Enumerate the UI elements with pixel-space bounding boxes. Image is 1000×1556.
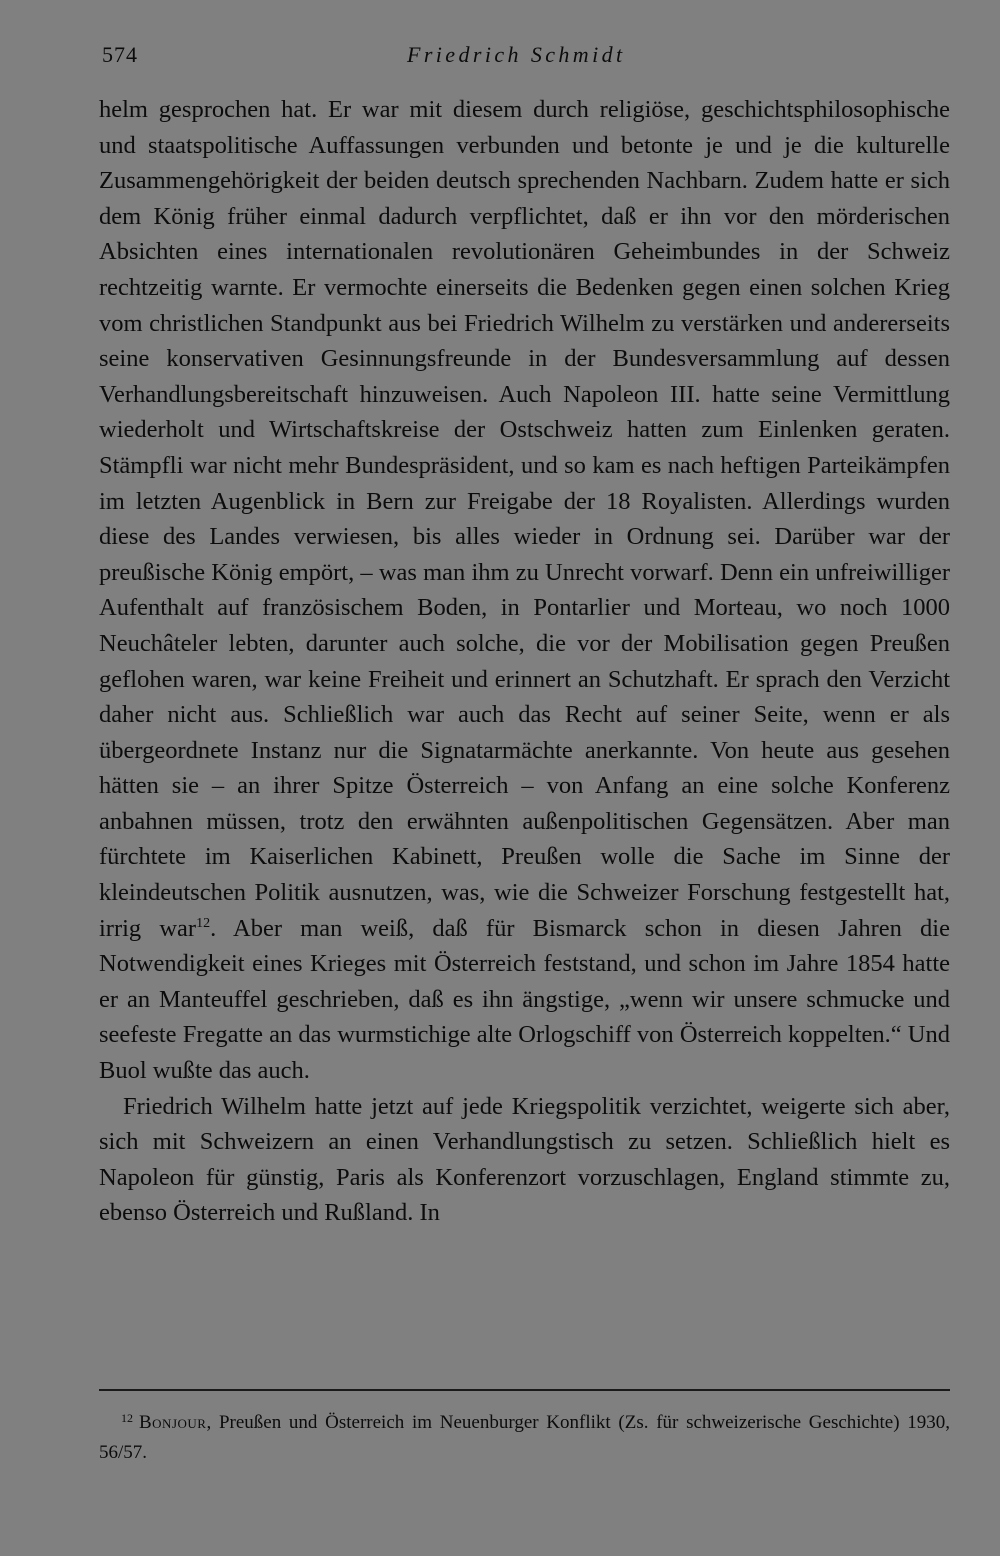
footnote-text: , Preußen und Österreich im Neuenburger Konflikt (Zs. für schweizerische Geschichte) 1930, 56/57. xyxy=(99,1412,950,1463)
footnote-reference: 12 xyxy=(196,915,211,931)
footnote-number: 12 xyxy=(121,1411,133,1425)
paragraph-1 xyxy=(99,92,950,1089)
running-title: Friedrich Schmidt xyxy=(407,42,626,67)
footnote-author: Bonjour xyxy=(139,1412,207,1433)
paragraph-1-part-1: helm gesprochen hat. Er war mit diesem durch religiöse, geschichtsphilosophische und staatspolitische Auffassungen verbunden und betonte je und je die kulturelle Zusammengehörigkeit der beiden deutsch sprechenden Nachbarn. Zudem hatte er sich dem König früher einmal dadurch verpflichtet, daß er ihn vor den mörderischen Absichten eines internationalen revolutionären Geheimbundes in der Schweiz rechtzeitig warnte. Er vermochte einerseits die Bedenken gegen einen solchen Krieg vom christlichen Standpunkt aus bei Friedrich Wilhelm zu verstärken und andererseits seine konservativen Gesinnungsfreunde in der Bundesversammlung auf dessen Verhandlungsbereitschaft hinzuweisen. Auch Napoleon III. hatte seine Vermittlung wiederholt und Wirtschaftskreise der Ostschweiz hatten zum Einlenken geraten. Stämpfli war nicht mehr Bundespräsident, und so kam es nach heftigen Parteikämpfen im letzten Augenblick in Bern zur Freigabe der 18 Royalisten. Allerdings wurden diese des Landes verwiesen, bis alles wieder in Ordnung sei. Darüber war der preußische König empört, – was man ihm zu Unrecht vorwarf. Denn ein unfreiwilliger Aufenthalt auf französischem Boden, in Pontarlier und Morteau, wo noch 1000 Neuchâteler lebten, darunter auch solche, die vor der Mobilisation gegen Preußen geflohen waren, war keine Freiheit und erinnert an Schutzhaft. Er sprach den Verzicht daher nicht aus. Schließlich war auch das Recht auf seiner Seite, wenn er als übergeordnete Instanz nur die Signatarmächte anerkannte. Von heute aus gesehen hätten sie – an ihrer Spitze Österreich – von Anfang an eine solche Konferenz anbahnen müssen, trotz den erwähnten außenpolitischen Gegensätzen. Aber man fürchtete im Kaiserlichen Kabinett, Preußen wolle die Sache im Sinne der kleindeutschen Politik ausnutzen, was, wie die Schweizer Forschung festgestellt hat, irrig war xyxy=(99,96,950,942)
footnote xyxy=(99,1408,950,1468)
footnote-12 xyxy=(99,1408,950,1468)
body-text xyxy=(99,92,950,1231)
running-head xyxy=(102,38,950,72)
paragraph-2: Friedrich Wilhelm hatte jetzt auf jede Kriegspolitik verzichtet, weigerte sich aber, sich mit Schweizern an einen Verhandlungstisch zu setzen. Schließlich hielt es Napoleon für günstig, Paris als Konferenzort vorzuschlagen, England stimmte zu, ebenso Österreich und Rußland. In xyxy=(99,1092,950,1227)
paragraph-1-part-2: . Aber man weiß, daß für Bismarck schon in diesen Jahren die Notwendigkeit eines Krieges mit Österreich feststand, und schon im Jahre 1854 hatte er an Manteuffel geschrieben, daß es ihn ängstige, „wenn wir unsere schmucke und seefeste Fregatte an das wurmstichige alte Orlogschiff von Österreich koppelten.“ Und Buol wußte das auch. xyxy=(99,914,950,1085)
footnote-divider xyxy=(99,1389,950,1391)
page-number: 574 xyxy=(102,42,138,67)
